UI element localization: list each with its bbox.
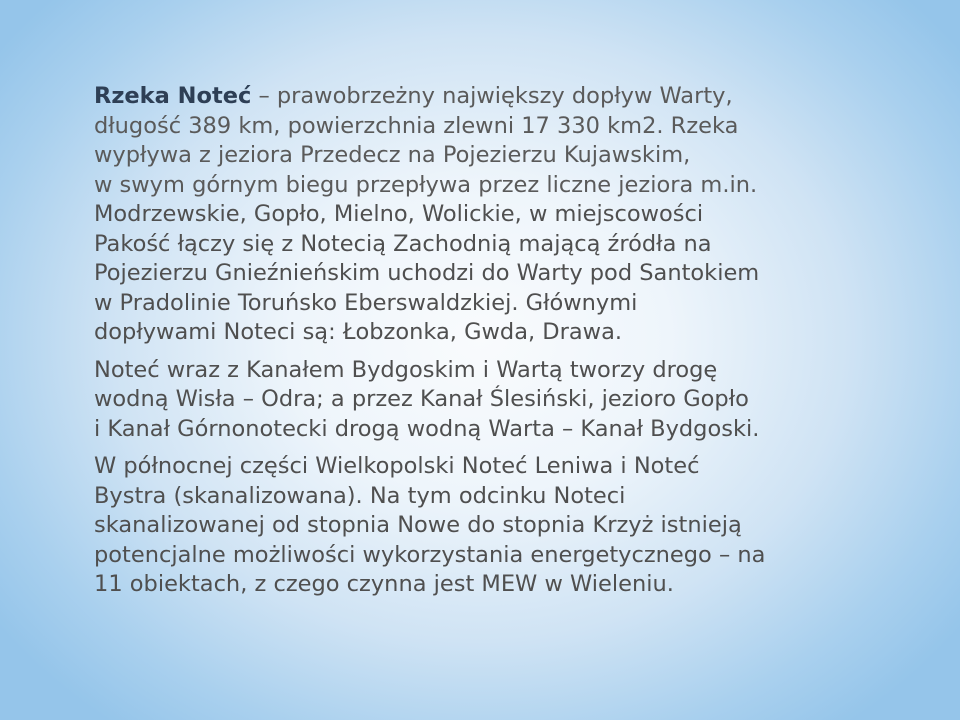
slide-text-body [94, 82, 904, 600]
text-line: w Pradolinie Toruńsko Eberswaldzkiej. Głównymi [94, 289, 638, 316]
text-line-rest: – prawobrzeżny największy dopływ Warty, [251, 83, 733, 109]
text-line: dopływami Noteci są: Łobzonka, Gwda, Drawa. [94, 319, 623, 345]
paragraph-energy-potential [94, 452, 904, 600]
text-line: 11 obiektach, z czego czynna jest MEW w Wieleniu. [94, 571, 674, 597]
river-name-heading: Rzeka Noteć [94, 83, 252, 109]
text-line: potencjalne możliwości wykorzystania energetycznego – na [94, 541, 766, 568]
text-line: wypływa z jeziora Przedecz na Pojezierzu Kujawskim, [94, 142, 691, 168]
text-line: skanalizowanej od stopnia Nowe do stopnia Krzyż istnieją [94, 512, 742, 538]
text-line: i Kanał Górnonotecki drogą wodną Warta – Kanał Bydgoski. [94, 415, 760, 442]
text-line: Bystra (skanalizowana). Na tym odcinku Noteci [94, 482, 626, 509]
text-line: W północnej części Wielkopolski Noteć Leniwa i Noteć [94, 453, 700, 479]
text-line: Pojezierzu Gnieźnieńskim uchodzi do Warty pod Santokiem [94, 260, 760, 286]
text-line: Modrzewskie, Gopło, Mielno, Wolickie, w miejscowości [94, 201, 704, 227]
text-line: Pakość łączy się z Notecią Zachodnią mającą źródła na [94, 230, 712, 257]
text-line: Noteć wraz z Kanałem Bydgoskim i Wartą tworzy drogę [94, 356, 718, 383]
text-line: w swym górnym biegu przepływa przez liczne jeziora m.in. [94, 171, 758, 198]
paragraph-river-description [94, 82, 904, 348]
text-line: wodną Wisła – Odra; a przez Kanał Ślesiński, jezioro Gopło [94, 386, 749, 412]
paragraph-waterway [94, 356, 904, 445]
text-line [94, 82, 904, 112]
text-line: długość 389 km, powierzchnia zlewni 17 330 km2. Rzeka [94, 112, 739, 139]
